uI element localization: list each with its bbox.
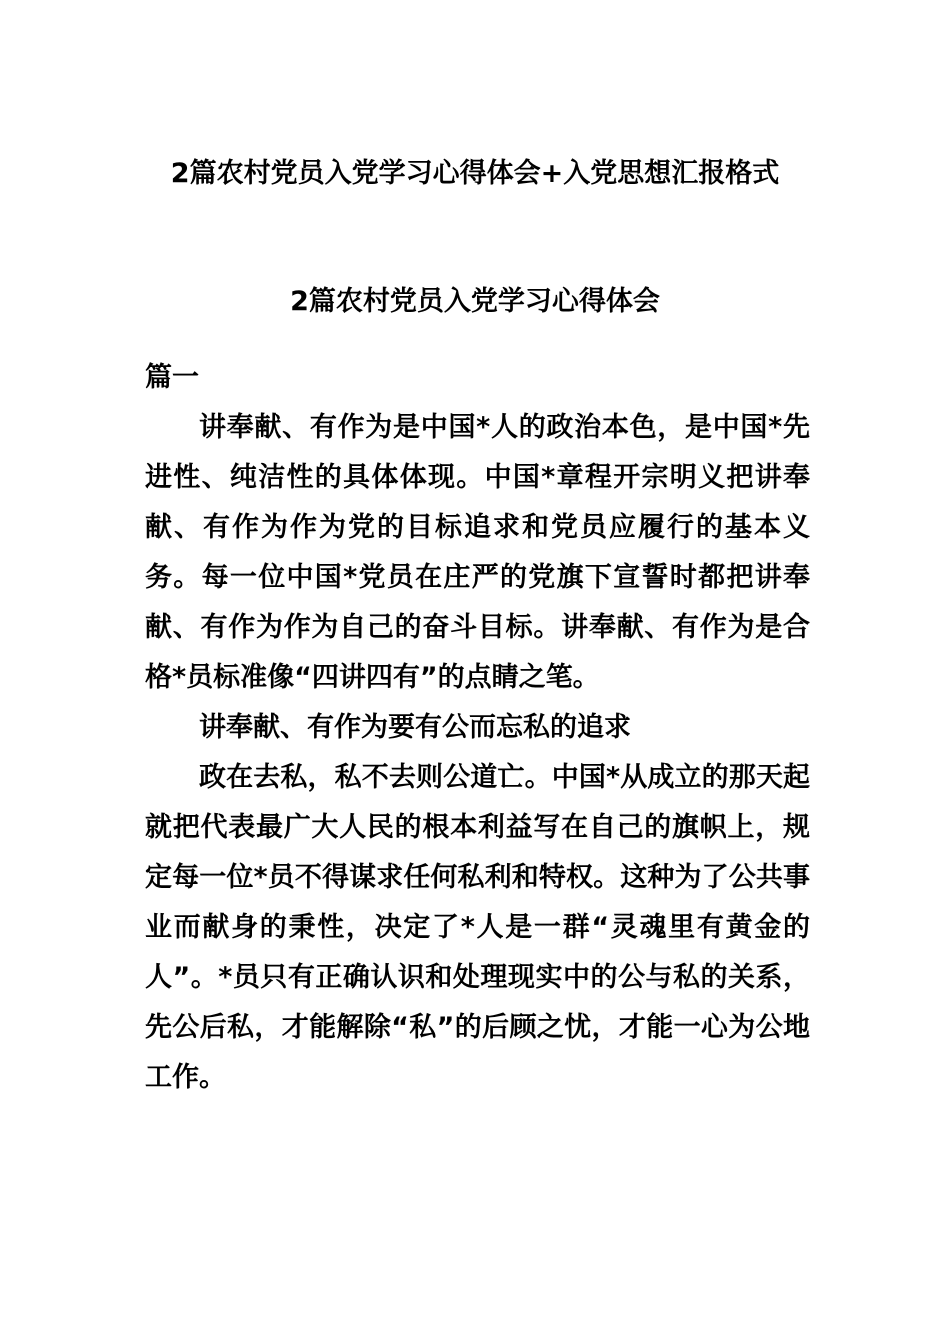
document-title: 2篇农村党员入党学习心得体会+入党思想汇报格式 — [170, 158, 780, 189]
document-subtitle: 2篇农村党员入党学习心得体会 — [290, 286, 660, 317]
section-label: 篇一 — [145, 362, 199, 393]
document-body — [145, 353, 810, 1103]
paragraph-2: 政在去私，私不去则公道亡。中国*从成立的那天起就把代表最广大人民的根本利益写在自己的旗帜上，规定每一位*员不得谋求任何私利和特权。这种为了公共事业而献身的秉性，决定了*人是一群“灵魂里有黄金的人”。*员只有正确认识和处理现实中的公与私的关系，先公后私，才能解除“私”的后顾之忧，才能一心为公地工作。 — [145, 762, 810, 1093]
paragraph-heading: 讲奉献、有作为要有公而忘私的追求 — [199, 712, 631, 743]
paragraph-1: 讲奉献、有作为是中国*人的政治本色，是中国*先进性、纯洁性的具体体现。中国*章程开宗明义把讲奉献、有作为作为党的目标追求和党员应履行的基本义务。每一位中国*党员在庄严的党旗下宣誓时都把讲奉献、有作为作为自己的奋斗目标。讲奉献、有作为是合格*员标准像“四讲四有”的点睛之笔。 — [145, 412, 810, 693]
